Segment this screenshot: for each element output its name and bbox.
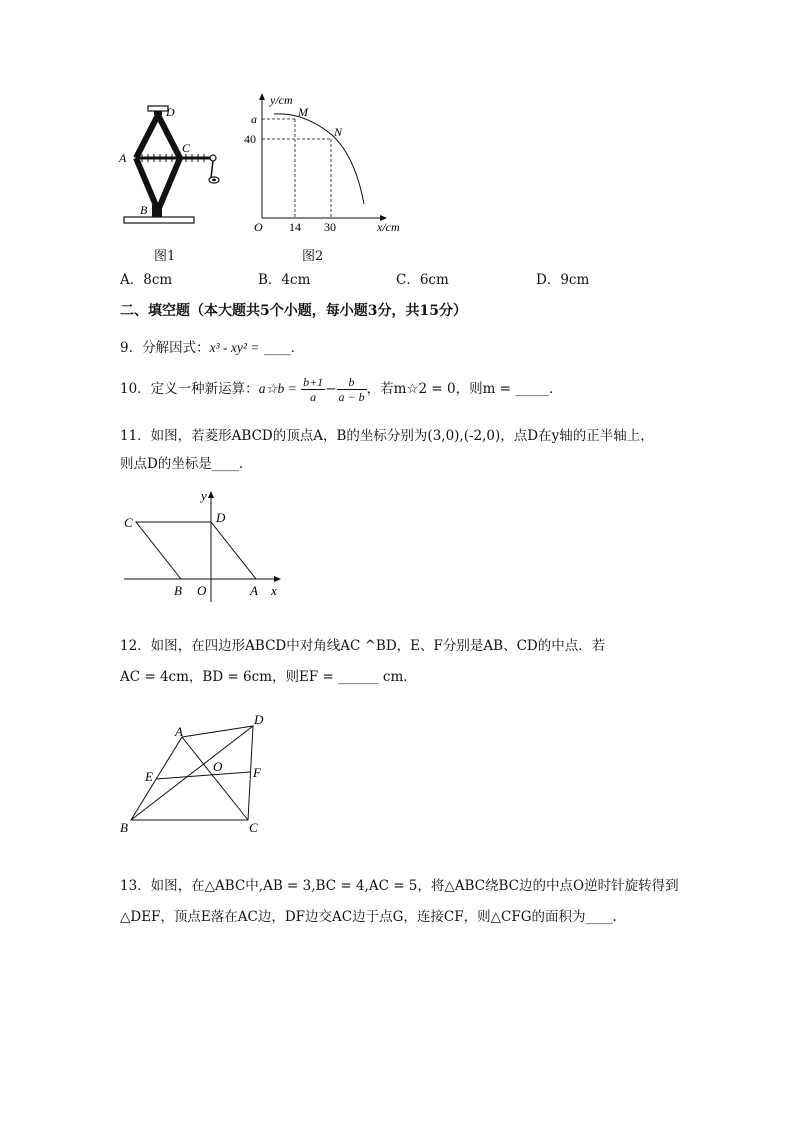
label-A: A: [175, 724, 183, 739]
option-d: D．9cm: [536, 272, 590, 288]
label-O: O: [213, 759, 223, 774]
label-C: C: [124, 515, 133, 530]
figure-1: [110, 100, 230, 230]
label-C: C: [249, 820, 258, 835]
label-C: C: [182, 141, 191, 155]
label-A: A: [119, 151, 127, 165]
x-axis-label: x/cm: [377, 220, 400, 234]
question-11-line-1: 11．如图，若菱形ABCD的顶点A，B的坐标分别为(3,0),(-2,0)，点D在y轴的正半轴上，: [120, 428, 654, 444]
option-a: A．8cm: [120, 272, 173, 288]
jack-diagram: [110, 100, 230, 230]
question-13-line-1: 13．如图，在△ABC中,AB = 3,BC = 4,AC = 5，将△ABC绕BC边的中点O逆时针旋转得到: [120, 878, 679, 894]
question-10: 10．定义一种新运算：a☆b = $\frac{b+1}{a}$ − $\frac{b}{a - b}$ ，若m☆2 = 0，则m = _____．: [120, 375, 563, 404]
point-M: M: [298, 105, 308, 119]
figure-1-caption: 图1: [154, 249, 176, 264]
figure-12: [112, 708, 272, 838]
figure-2: [240, 88, 420, 238]
fraction-1: $\frac{b+1}{a}$: [303, 375, 324, 404]
figure-2-caption: 图2: [302, 249, 324, 264]
question-12-line-2: AC = 4cm，BD = 6cm，则EF = ______ cm．: [120, 669, 417, 685]
label-B: B: [140, 203, 148, 217]
option-c: C．6cm: [396, 272, 449, 288]
question-12-line-1: 12．如图，在四边形ABCD中对角线AC ^BD，E、F分别是AB、CD的中点．若: [120, 638, 606, 654]
label-O: O: [197, 583, 207, 598]
label-A: A: [250, 583, 258, 598]
label-B: B: [174, 583, 182, 598]
label-x: x: [271, 583, 277, 598]
section-heading: 二、填空题（本大题共5个小题，每小题3分，共15分）: [120, 303, 467, 319]
tick-14: 14: [289, 220, 301, 234]
point-N: N: [334, 125, 343, 139]
label-D: D: [216, 510, 226, 525]
question-11-line-2: 则点D的坐标是____.: [120, 456, 244, 472]
label-D: D: [166, 105, 175, 119]
tick-30: 30: [324, 220, 336, 234]
tick-40: 40: [244, 132, 256, 146]
label-B: B: [120, 820, 128, 835]
question-9: 9．分解因式：x³ - xy² = ____．: [120, 340, 305, 356]
curve-graph: [240, 88, 420, 238]
label-E: E: [145, 769, 153, 784]
rhombus-graph: [118, 486, 290, 602]
label-y: y: [201, 488, 207, 503]
label-F: F: [253, 765, 261, 780]
origin-label: O: [254, 220, 263, 234]
fraction-2: $\frac{b}{a - b}$: [338, 375, 365, 404]
label-D: D: [254, 712, 264, 727]
question-13-line-2: △DEF，顶点E落在AC边，DF边交AC边于点G，连接CF，则△CFG的面积为____.: [120, 909, 617, 925]
figure-11: [118, 486, 290, 602]
y-axis-label: y/cm: [270, 93, 293, 107]
option-b: B．4cm: [258, 272, 311, 288]
tick-a: a: [251, 112, 257, 126]
quadrilateral-diagram: [112, 708, 272, 838]
